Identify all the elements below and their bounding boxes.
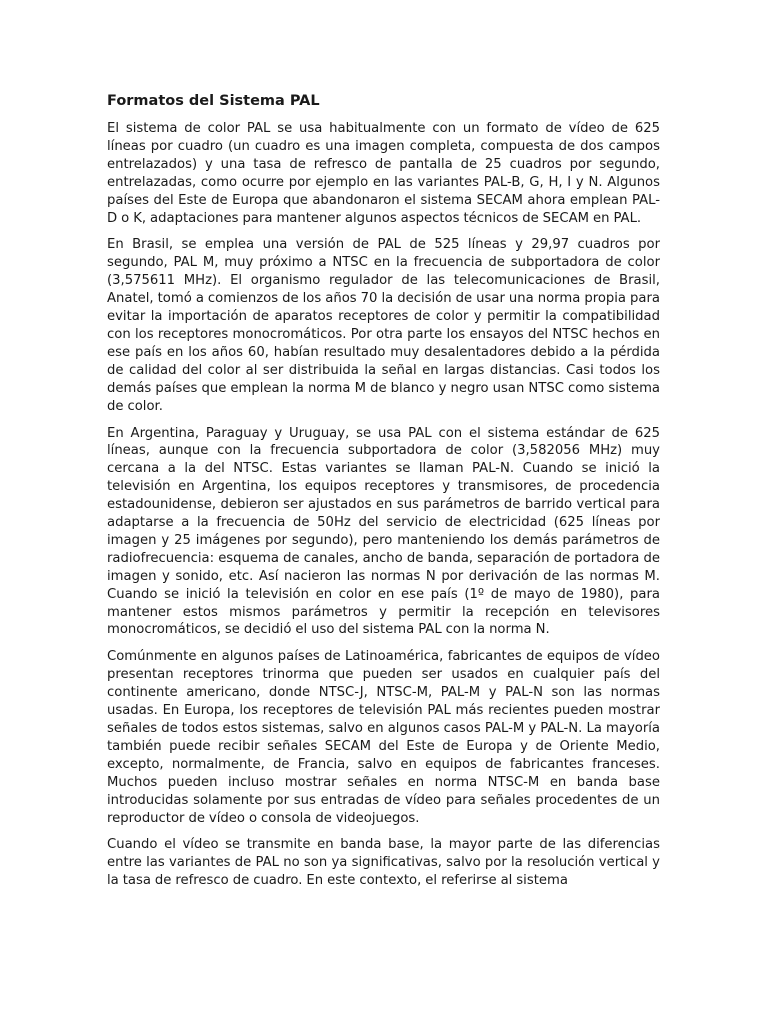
paragraph-argentina: En Argentina, Paraguay y Uruguay, se usa PAL con el sistema estándar de 625 líneas, aunque con la frecuencia subportadora de color (3,582056 MHz) muy cercana a la del NTSC. Estas variantes se llaman PAL-N. Cuando se inició la televisión en Argentina, los equipos receptores y transmisores, de procedencia estadounidense, debieron ser ajustados en sus parámetros de barrido vertical para adaptarse a la frecuencia de 50Hz del servicio de electricidad (625 líneas por imagen y 25 imágenes por segundo), pero manteniendo los demás parámetros de radiofrecuencia: esquema de canales, ancho de banda, separación de portadora de imagen y sonido, etc. Así nacieron las normas N por derivación de las normas M. Cuando se inició la televisión en color en ese país (1º de mayo de 1980), para mantener estos mismos parámetros y permitir la recepción en televisores monocromáticos, se decidió el uso del sistema PAL con la norma N. <box>107 425 660 638</box>
paragraph-pal-formats: El sistema de color PAL se usa habitualmente con un formato de vídeo de 625 líneas por cuadro (un cuadro es una imagen completa, compuesta de dos campos entrelazados) y una tasa de refresco de pantalla de 25 cuadros por segundo, entrelazadas, como ocurre por ejemplo en las variantes PAL-B, G, H, I y N. Algunos países del Este de Europa que abandonaron el sistema SECAM ahora emplean PAL-D o K, adaptaciones para mantener algunos aspectos técnicos de SECAM en PAL. <box>107 121 660 226</box>
document-title: Formatos del Sistema PAL <box>107 93 320 109</box>
paragraph-brasil: En Brasil, se emplea una versión de PAL de 525 líneas y 29,97 cuadros por segundo, PAL M, muy próximo a NTSC en la frecuencia de subportadora de color (3,575611 MHz). El organismo regulador de las telecomunicaciones de Brasil, Anatel, tomó a comienzos de los años 70 la decisión de usar una norma propia para evitar la importación de aparatos receptores de color y permitir la compatibilidad con los receptores monocromáticos. Por otra parte los ensayos del NTSC hechos en ese país en los años 60, habían resultado muy desalentadores debido a la pérdida de calidad del color al ser distribuida la señal en largas distancias. Casi todos los demás países que emplean la norma M de blanco y negro usan NTSC como sistema de color. <box>107 237 660 414</box>
paragraph-banda-base: Cuando el vídeo se transmite en banda base, la mayor parte de las diferencias entre las variantes de PAL no son ya significativas, salvo por la resolución vertical y la tasa de refresco de cuadro. En este contexto, el referirse al sistema <box>107 837 660 889</box>
paragraph-latinoamerica: Comúnmente en algunos países de Latinoamérica, fabricantes de equipos de vídeo presentan receptores trinorma que pueden ser usados en cualquier país del continente americano, donde NTSC-J, NTSC-M, PAL-M y PAL-N son las normas usadas. En Europa, los receptores de televisión PAL más recientes pueden mostrar señales de todos estos sistemas, salvo en algunos casos PAL-M y PAL-N. La mayoría también puede recibir señales SECAM del Este de Europa y de Oriente Medio, excepto, normalmente, de Francia, salvo en equipos de fabricantes franceses. Muchos pueden incluso mostrar señales en norma NTSC-M en banda base introducidas solamente por sus entradas de vídeo para señales procedentes de un reproductor de vídeo o consola de videojuegos. <box>107 649 660 826</box>
document-body <box>107 92 660 932</box>
